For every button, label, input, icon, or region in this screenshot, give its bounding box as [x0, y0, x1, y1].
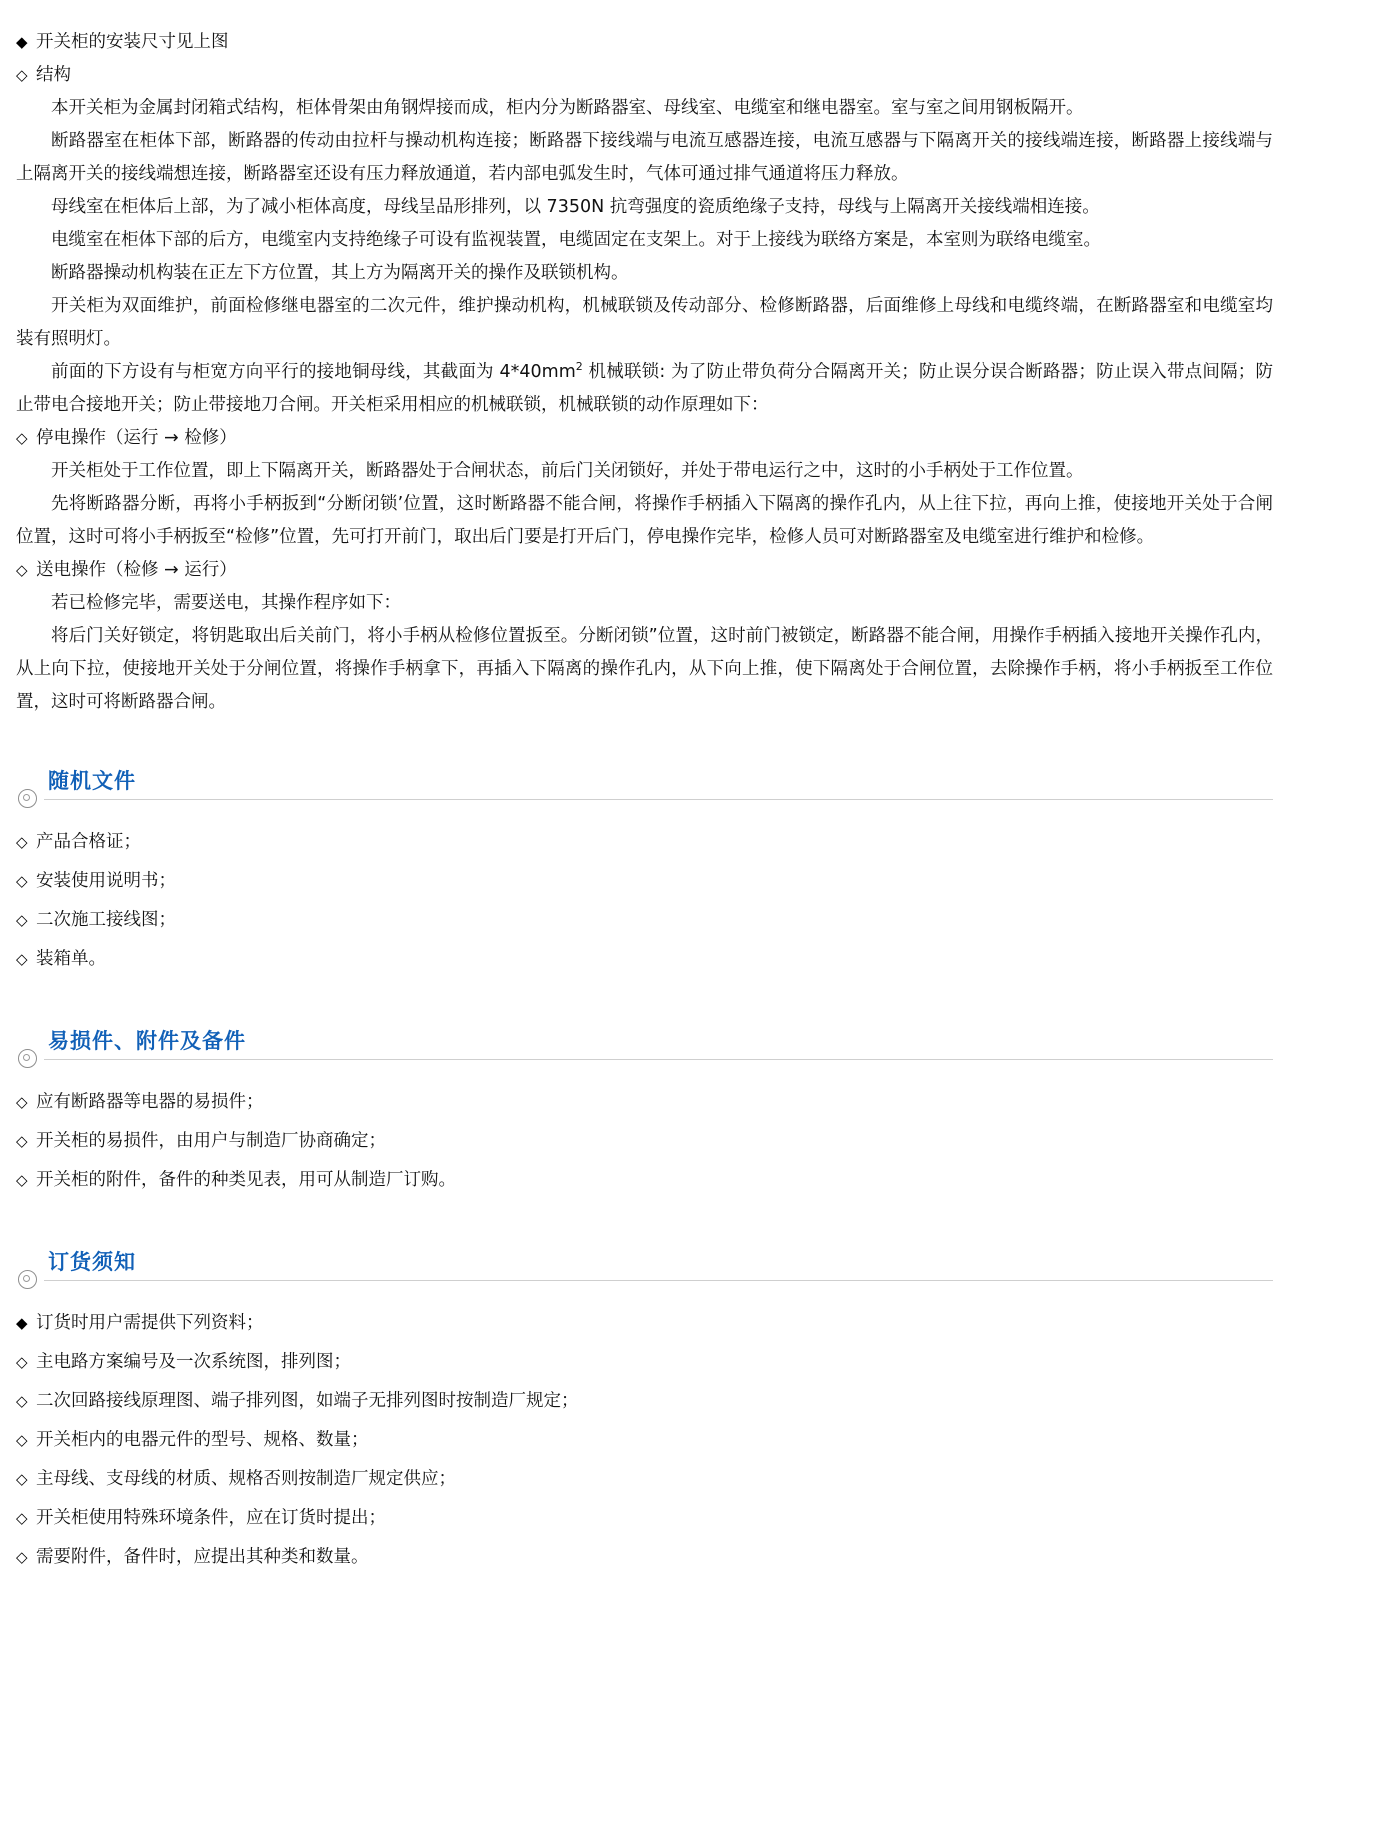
list-item [16, 1161, 1273, 1200]
paragraph: 若已检修完毕，需要送电，其操作程序如下： [51, 593, 401, 613]
list-item-label: 开关柜的附件，备件的种类见表，用可从制造厂订购。 [36, 1170, 456, 1190]
ring-bullet-icon [18, 1049, 37, 1068]
bullet-hollow-diamond-icon: ◇ [16, 950, 28, 968]
list-item [16, 1122, 1273, 1161]
list-item [16, 823, 1273, 862]
list-item [16, 940, 1273, 979]
bullet-hollow-diamond-icon: ◇ [16, 1392, 28, 1410]
paragraph: 先将断路器分断，再将小手柄扳到“分断闭锁’位置，这时断路器不能合闸，将操作手柄插入下隔离的操作孔内，从上往下拉，再向上推，使接地开关处于合闸位置，这时可将小手柄扳至“检修”位置，先可打开前门，取出后门要是打开后门，停电操作完毕，检修人员可对断路器室及电缆室进行维护和检修。 [16, 494, 1273, 547]
ring-bullet-icon [18, 789, 37, 808]
paragraph-grounding-part1: 前面的下方设有与柜宽方向平行的接地铜母线，其截面为 4*40mm [51, 362, 576, 382]
section-title: 订货须知 [48, 1250, 136, 1274]
section-divider [44, 1280, 1273, 1281]
section-wear-parts [16, 1025, 1273, 1200]
bullet-filled-diamond-icon: ◆ [16, 1314, 28, 1332]
list-item [16, 1499, 1273, 1538]
subheading-label: 送电操作（检修 → 运行） [36, 560, 237, 580]
list-item-label: 结构 [36, 65, 71, 85]
list-item-label: 开关柜的安装尺寸见上图 [36, 32, 229, 52]
list-item-label: 二次回路接线原理图、端子排列图，如端子无排列图时按制造厂规定； [36, 1391, 579, 1411]
bullet-hollow-diamond-icon: ◇ [16, 911, 28, 929]
section-body [16, 1083, 1273, 1200]
bullet-hollow-diamond-icon: ◇ [16, 561, 28, 579]
list-item-label: 开关柜内的电器元件的型号、规格、数量； [36, 1430, 369, 1450]
list-item-label: 装箱单。 [36, 949, 106, 969]
bullet-hollow-diamond-icon: ◇ [16, 1548, 28, 1566]
paragraph: 电缆室在柜体下部的后方，电缆室内支持绝缘子可设有监视装置，电缆固定在支架上。对于上接线为联络方案是，本室则为联络电缆室。 [51, 230, 1101, 250]
paragraph: 将后门关好锁定，将钥匙取出后关前门，将小手柄从检修位置扳至。分断闭锁”位置，这时前门被锁定，断路器不能合闸，用操作手柄插入接地开关操作孔内，从上向下拉，使接地开关处于分闸位置，将操作手柄拿下，再插入下隔离的操作孔内，从下向上推，使下隔离处于合闸位置，去除操作手柄，将小手柄扳至工作位置，这时可将断路器合闸。 [16, 626, 1273, 712]
list-item-label: 应有断路器等电器的易损件； [36, 1092, 264, 1112]
section-divider [44, 1059, 1273, 1060]
bullet-hollow-diamond-icon: ◇ [16, 1470, 28, 1488]
list-item-label: 需要附件，备件时，应提出其种类和数量。 [36, 1547, 369, 1567]
subheading-poweroff [16, 422, 1273, 455]
list-item [16, 862, 1273, 901]
list-item [16, 59, 1273, 92]
bullet-filled-diamond-icon: ◆ [16, 33, 28, 51]
superscript-two: 2 [575, 360, 583, 374]
list-item [16, 901, 1273, 940]
paragraph: 本开关柜为金属封闭箱式结构，柜体骨架由角钢焊接而成，柜内分为断路器室、母线室、电缆室和继电器室。室与室之间用钢板隔开。 [51, 98, 1084, 118]
list-item-label: 二次施工接线图； [36, 910, 176, 930]
paragraph: 母线室在柜体后上部，为了减小柜体高度，母线呈品形排列，以 7350N 抗弯强度的瓷质绝缘子支持，母线与上隔离开关接线端相连接。 [51, 197, 1100, 217]
section-header [16, 765, 1273, 807]
list-item-label: 开关柜的易损件，由用户与制造厂协商确定； [36, 1131, 386, 1151]
list-item [16, 1538, 1273, 1577]
list-item-label: 订货时用户需提供下列资料； [36, 1313, 264, 1333]
section-ordering-notice [16, 1246, 1273, 1577]
list-item-label: 安装使用说明书； [36, 871, 176, 891]
section-header [16, 1025, 1273, 1067]
paragraph: 断路器室在柜体下部，断路器的传动由拉杆与操动机构连接；断路器下接线端与电流互感器连接，电流互感器与下隔离开关的接线端连接，断路器上接线端与上隔离开关的接线端想连接，断路器室还设有压力释放通道，若内部电弧发生时，气体可通过排气通道将压力释放。 [16, 131, 1273, 184]
subheading-poweron [16, 554, 1273, 587]
list-item [16, 1083, 1273, 1122]
list-item [16, 26, 1273, 59]
bullet-hollow-diamond-icon: ◇ [16, 1431, 28, 1449]
bullet-hollow-diamond-icon: ◇ [16, 1353, 28, 1371]
subheading-label: 停电操作（运行 → 检修） [36, 428, 237, 448]
bullet-hollow-diamond-icon: ◇ [16, 872, 28, 890]
bullet-hollow-diamond-icon: ◇ [16, 1171, 28, 1189]
list-item [16, 1304, 1273, 1343]
section-header [16, 1246, 1273, 1288]
paragraph: 断路器操动机构装在正左下方位置，其上方为隔离开关的操作及联锁机构。 [51, 263, 629, 283]
section-accompanying-documents [16, 765, 1273, 979]
bullet-hollow-diamond-icon: ◇ [16, 1093, 28, 1111]
list-item-label: 主电路方案编号及一次系统图，排列图； [36, 1352, 351, 1372]
list-item [16, 1382, 1273, 1421]
paragraph: 开关柜处于工作位置，即上下隔离开关，断路器处于合闸状态，前后门关闭锁好，并处于带电运行之中，这时的小手柄处于工作位置。 [51, 461, 1084, 481]
paragraph-grounding [16, 356, 1273, 422]
list-item [16, 1460, 1273, 1499]
section-divider [44, 799, 1273, 800]
list-item [16, 1421, 1273, 1460]
list-item-label: 开关柜使用特殊环境条件，应在订货时提出； [36, 1508, 386, 1528]
bullet-hollow-diamond-icon: ◇ [16, 1132, 28, 1150]
bullet-hollow-diamond-icon: ◇ [16, 833, 28, 851]
section-title: 随机文件 [48, 769, 136, 793]
paragraph: 开关柜为双面维护，前面检修继电器室的二次元件，维护操动机构，机械联锁及传动部分、检修断路器，后面维修上母线和电缆终端，在断路器室和电缆室均装有照明灯。 [16, 296, 1273, 349]
section-title: 易损件、附件及备件 [48, 1029, 246, 1053]
bullet-hollow-diamond-icon: ◇ [16, 1509, 28, 1527]
list-item-label: 产品合格证； [36, 832, 141, 852]
section-body [16, 1304, 1273, 1577]
ring-bullet-icon [18, 1270, 37, 1289]
section-body [16, 823, 1273, 979]
bullet-hollow-diamond-icon: ◇ [16, 66, 28, 84]
paragraph-grounding-part2: 机械联锁: 为了防止带负荷分合隔离开关；防止误分误合断路器；防止误入带点间隔；防止带电合接地开关；防止带接地刀合闸。开关柜采用相应的机械联锁，机械联锁的动作原理如下： [16, 362, 1273, 415]
list-item [16, 1343, 1273, 1382]
list-item-label: 主母线、支母线的材质、规格否则按制造厂规定供应； [36, 1469, 456, 1489]
bullet-hollow-diamond-icon: ◇ [16, 429, 28, 447]
